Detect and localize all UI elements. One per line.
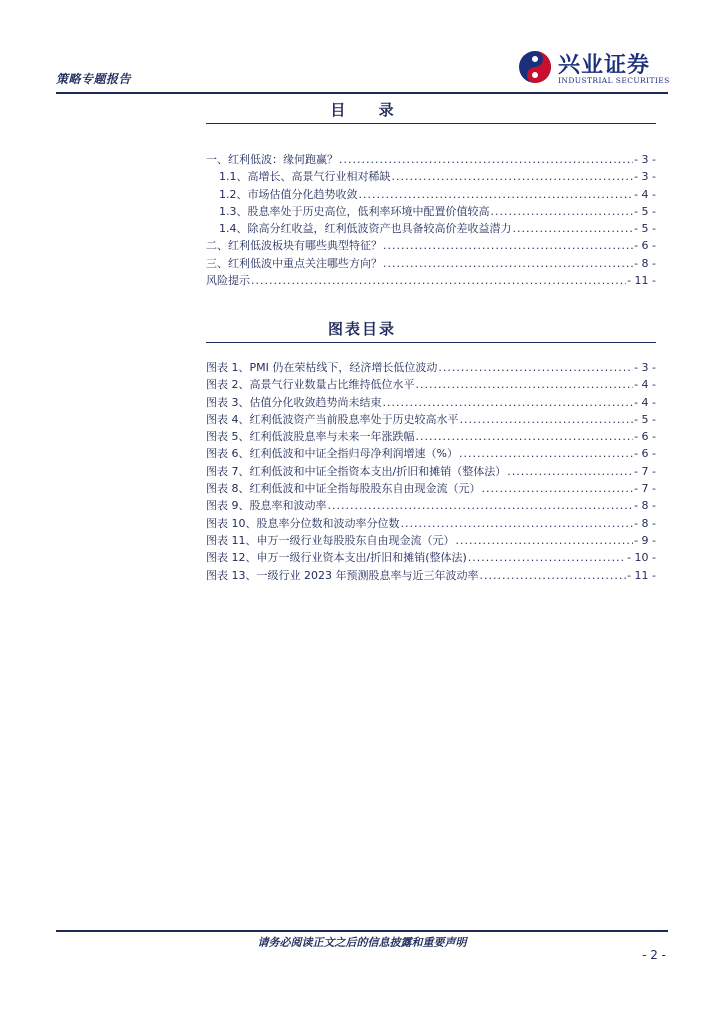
toc-leader-dots: [479, 569, 626, 582]
toc-item-label: 三、红利低波中重点关注哪些方向？: [206, 256, 382, 270]
toc-leader-dots: [339, 153, 633, 166]
toc-item[interactable]: [206, 203, 656, 220]
figure-item-label: 图表 9、股息率和波动率: [206, 499, 327, 513]
toc-leader-dots: [383, 239, 633, 252]
toc-item[interactable]: [206, 168, 656, 185]
figure-item-label: 图表 5、红利低波股息率与未来一年涨跌幅: [206, 430, 415, 444]
toc-title: 目 录: [330, 101, 408, 119]
footer-divider: [56, 930, 668, 932]
toc-item[interactable]: [206, 272, 656, 289]
figure-item[interactable]: [206, 394, 656, 411]
figure-item-label: 图表 12、申万一级行业资本支出/折旧和摊销(整体法): [206, 551, 467, 565]
figure-item-page: - 7 -: [634, 482, 656, 496]
toc-leader-dots: [459, 447, 633, 460]
figure-item[interactable]: [206, 359, 656, 376]
brand-logo-icon: [518, 50, 552, 84]
toc-leader-dots: [401, 517, 634, 530]
figure-item[interactable]: [206, 376, 656, 393]
toc-item-label: 风险提示: [206, 274, 250, 288]
figure-list-title: 图表目录: [327, 320, 396, 338]
figure-item-page: - 10 -: [627, 551, 656, 565]
toc-list: [206, 151, 656, 289]
toc-leader-dots: [251, 274, 626, 287]
figure-item-page: - 4 -: [634, 378, 656, 392]
toc-item-page: - 3 -: [634, 170, 656, 184]
toc-item-page: - 8 -: [634, 256, 656, 270]
figure-item-label: 图表 2、高景气行业数量占比维持低位水平: [206, 378, 415, 392]
header-divider: [56, 92, 668, 94]
figure-item-label: 图表 1、PMI 仍在荣枯线下，经济增长低位波动: [206, 361, 438, 374]
toc-leader-dots: [460, 413, 634, 426]
toc-leader-dots: [328, 499, 634, 512]
toc-item-page: - 4 -: [634, 187, 656, 201]
figure-item[interactable]: [206, 567, 656, 584]
figure-item-label: 图表 4、红利低波资产当前股息率处于历史较高水平: [206, 412, 459, 426]
toc-item-label: 1.4、除高分红收益，红利低波资产也具备较高价差收益潜力: [219, 222, 512, 236]
figure-item[interactable]: [206, 428, 656, 445]
figure-list: [206, 359, 656, 584]
figure-item-page: - 3 -: [634, 361, 656, 374]
toc-leader-dots: [359, 188, 634, 201]
toc-item-label: 一、红利低波：缘何跑赢？: [206, 153, 338, 166]
toc-leader-dots: [507, 465, 633, 478]
figure-item[interactable]: [206, 480, 656, 497]
toc-leader-dots: [513, 222, 634, 235]
toc-leader-dots: [416, 378, 634, 391]
figure-item-label: 图表 3、估值分化收敛趋势尚未结束: [206, 395, 382, 409]
toc-leader-dots: [438, 361, 633, 374]
toc-item-label: 1.1、高增长、高景气行业相对稀缺: [219, 170, 391, 184]
footer-disclaimer: 请务必阅读正文之后的信息披露和重要声明: [257, 936, 467, 949]
report-type-label: 策略专题报告: [56, 72, 132, 86]
toc-leader-dots: [383, 396, 634, 409]
figure-item-label: 图表 10、股息率分位数和波动率分位数: [206, 516, 400, 530]
toc-leader-dots: [468, 551, 626, 564]
figure-item-label: 图表 6、红利低波和中证全指归母净利润增速（%）: [206, 447, 458, 461]
page-number: - 2 -: [642, 948, 666, 962]
figure-item-page: - 6 -: [634, 430, 656, 444]
toc-item-label: 1.3、股息率处于历史高位，低利率环境中配置价值较高: [219, 204, 490, 218]
figure-item-page: - 6 -: [634, 447, 656, 461]
figure-item-label: 图表 13、一级行业 2023 年预测股息率与近三年波动率: [206, 568, 479, 582]
brand-logo: [518, 50, 668, 90]
toc-leader-dots: [482, 482, 634, 495]
figure-item-page: - 11 -: [627, 568, 656, 582]
figure-item-label: 图表 8、红利低波和中证全指每股股东自由现金流（元）: [206, 482, 481, 496]
toc-title-divider: [206, 123, 656, 124]
toc-item-label: 二、红利低波板块有哪些典型特征？: [206, 239, 382, 253]
figure-item-page: - 8 -: [634, 516, 656, 530]
toc-item[interactable]: [206, 151, 656, 168]
figure-item-page: - 4 -: [634, 395, 656, 409]
toc-item-page: - 5 -: [634, 204, 656, 218]
toc-item-page: - 5 -: [634, 222, 656, 236]
figure-list-title-divider: [206, 342, 656, 343]
figure-item[interactable]: [206, 515, 656, 532]
toc-leader-dots: [383, 257, 633, 270]
toc-item[interactable]: [206, 237, 656, 254]
figure-item-page: - 5 -: [634, 412, 656, 426]
figure-item[interactable]: [206, 549, 656, 566]
brand-name-cn: 兴业证券: [558, 53, 651, 78]
figure-item[interactable]: [206, 463, 656, 480]
toc-item-page: - 11 -: [627, 274, 656, 288]
figure-item-page: - 7 -: [634, 464, 656, 478]
toc-leader-dots: [392, 170, 634, 183]
figure-item-label: 图表 11、申万一级行业每股股东自由现金流（元）: [206, 533, 455, 547]
figure-item[interactable]: [206, 497, 656, 514]
figure-item[interactable]: [206, 532, 656, 549]
toc-item-page: - 3 -: [634, 153, 656, 166]
toc-item-page: - 6 -: [634, 239, 656, 253]
toc-leader-dots: [491, 205, 634, 218]
toc-item-label: 1.2、市场估值分化趋势收敛: [219, 187, 358, 201]
figure-item-label: 图表 7、红利低波和中证全指资本支出/折旧和摊销（整体法）: [206, 464, 507, 478]
toc-leader-dots: [456, 534, 634, 547]
toc-item[interactable]: [206, 255, 656, 272]
figure-item-page: - 9 -: [634, 533, 656, 547]
figure-item-page: - 8 -: [634, 499, 656, 513]
figure-item[interactable]: [206, 411, 656, 428]
toc-item[interactable]: [206, 186, 656, 203]
toc-item[interactable]: [206, 220, 656, 237]
brand-name-en: INDUSTRIAL SECURITIES: [558, 76, 670, 85]
figure-item[interactable]: [206, 445, 656, 462]
toc-leader-dots: [416, 430, 634, 443]
